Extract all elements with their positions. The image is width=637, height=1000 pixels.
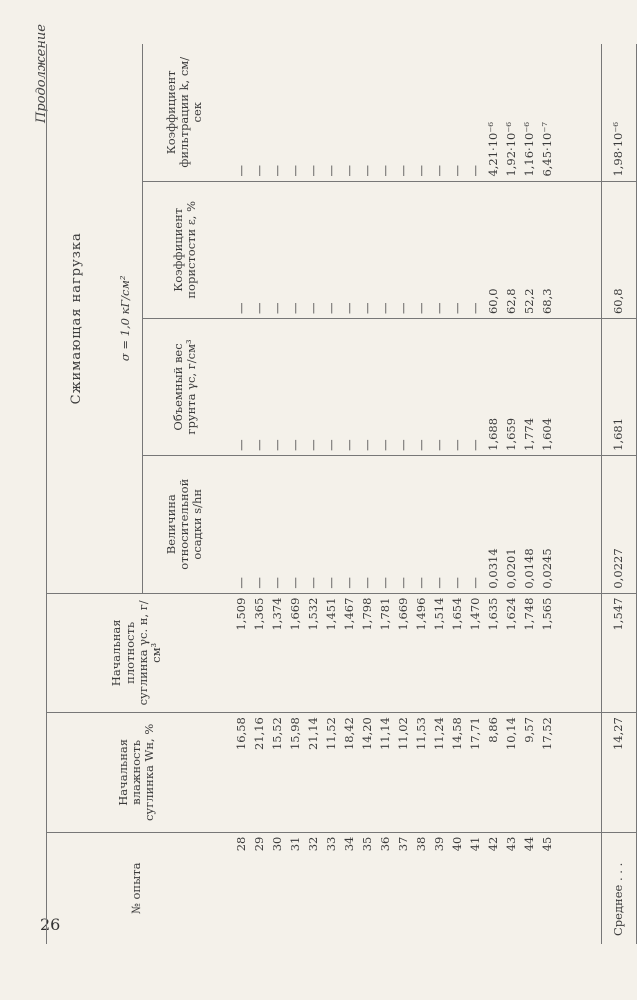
cell-unit-weight: — — [341, 319, 359, 456]
cell-unit-weight: — — [251, 319, 269, 456]
spacer-cell — [557, 593, 602, 713]
cell-settlement: — — [449, 455, 467, 593]
cell-filtration: 6,45·10⁻⁷ — [539, 121, 554, 177]
cell-porosity: — — [251, 181, 269, 318]
table-row — [503, 44, 521, 944]
cell-filtration: — — [359, 165, 374, 177]
cell-unit-weight: — — [323, 319, 341, 456]
cell-filtration: — — [305, 165, 320, 177]
cell-filtration: 1,16·10⁻⁶ — [521, 121, 536, 177]
cell-unit-weight: 1,604 — [539, 319, 557, 456]
cell-density: 1,509 — [227, 593, 251, 713]
table-row — [359, 44, 377, 944]
cell-test-number: 40 — [449, 832, 467, 944]
cell-moisture: 9,57 — [521, 713, 539, 833]
average-moisture: 14,27 — [601, 713, 636, 833]
cell-settlement: — — [323, 455, 341, 593]
table-row — [341, 44, 359, 944]
cell-moisture: 11,24 — [431, 713, 449, 833]
cell-moisture: 14,20 — [359, 713, 377, 833]
cell-porosity: — — [377, 181, 395, 318]
cell-porosity: 62,8 — [503, 181, 521, 318]
cell-unit-weight: 1,774 — [521, 319, 539, 456]
cell-settlement: — — [305, 455, 323, 593]
average-unit-weight: 1,681 — [601, 319, 636, 456]
spacer-cell — [557, 713, 602, 833]
cell-unit-weight: — — [359, 319, 377, 456]
cell-moisture: 10,14 — [503, 713, 521, 833]
cell-settlement: 0,0245 — [539, 455, 557, 593]
cell-filtration: — — [233, 165, 248, 177]
table-row — [431, 44, 449, 944]
cell-density: 1,669 — [287, 593, 305, 713]
cell-unit-weight: — — [431, 319, 449, 456]
cell-unit-weight: — — [395, 319, 413, 456]
cell-density: 1,374 — [269, 593, 287, 713]
cell-unit-weight: — — [377, 319, 395, 456]
cell-porosity: — — [431, 181, 449, 318]
cell-test-number: 39 — [431, 832, 449, 944]
cell-moisture: 11,53 — [413, 713, 431, 833]
table-row — [467, 44, 485, 944]
cell-test-number: 32 — [305, 832, 323, 944]
cell-filtration: — — [377, 165, 392, 177]
cell-test-number: 30 — [269, 832, 287, 944]
cell-test-number: 33 — [323, 832, 341, 944]
table-row — [227, 44, 251, 944]
cell-density: 1,514 — [431, 593, 449, 713]
cell-moisture: 11,14 — [377, 713, 395, 833]
cell-porosity: — — [227, 181, 251, 318]
cell-density: 1,635 — [485, 593, 503, 713]
cell-test-number: 29 — [251, 832, 269, 944]
cell-filtration: — — [431, 165, 446, 177]
average-row — [601, 44, 636, 944]
cell-unit-weight: 1,659 — [503, 319, 521, 456]
cell-density: 1,624 — [503, 593, 521, 713]
cell-settlement: 0,0148 — [521, 455, 539, 593]
cell-filtration: — — [323, 165, 338, 177]
table-row — [287, 44, 305, 944]
cell-filtration: 4,21·10⁻⁶ — [485, 121, 500, 177]
cell-porosity: — — [323, 181, 341, 318]
table-row — [521, 44, 539, 944]
header-moisture: Начальная влажность суглинка Wн, % — [47, 713, 227, 833]
table-row — [449, 44, 467, 944]
cell-filtration: — — [413, 165, 428, 177]
table-row — [413, 44, 431, 944]
cell-unit-weight: — — [467, 319, 485, 456]
cell-moisture: 21,14 — [305, 713, 323, 833]
cell-porosity: — — [341, 181, 359, 318]
cell-test-number: 42 — [485, 832, 503, 944]
cell-unit-weight: — — [269, 319, 287, 456]
cell-settlement: — — [269, 455, 287, 593]
header-test-number: № опыта — [47, 832, 227, 944]
cell-settlement: — — [341, 455, 359, 593]
cell-porosity: — — [305, 181, 323, 318]
average-label: Среднее . . . — [601, 832, 636, 944]
cell-porosity: — — [287, 181, 305, 318]
cell-settlement: — — [377, 455, 395, 593]
cell-moisture: 15,98 — [287, 713, 305, 833]
cell-density: 1,365 — [251, 593, 269, 713]
cell-settlement: — — [431, 455, 449, 593]
continuation-label: Продолжение — [34, 24, 49, 123]
page-number: 26 — [40, 915, 61, 934]
cell-moisture: 15,52 — [269, 713, 287, 833]
cell-test-number: 36 — [377, 832, 395, 944]
cell-density: 1,451 — [323, 593, 341, 713]
cell-moisture: 17,71 — [467, 713, 485, 833]
header-density: Начальная плотность суглинка γс. н, г/см³ — [47, 593, 227, 713]
cell-moisture: 18,42 — [341, 713, 359, 833]
header-porosity: Коэффициент пористости ε, % — [143, 181, 227, 318]
cell-porosity: — — [269, 181, 287, 318]
table-row — [395, 44, 413, 944]
header-unit-weight: Объемный вес грунта γс, г/см³ — [143, 319, 227, 456]
table-body — [227, 44, 637, 944]
cell-test-number: 43 — [503, 832, 521, 944]
cell-porosity: — — [359, 181, 377, 318]
table-row — [539, 44, 557, 944]
cell-moisture: 21,16 — [251, 713, 269, 833]
average-settlement: 0,0227 — [601, 455, 636, 593]
cell-test-number: 35 — [359, 832, 377, 944]
cell-density: 1,470 — [467, 593, 485, 713]
cell-porosity: — — [449, 181, 467, 318]
average-porosity: 60,8 — [601, 181, 636, 318]
cell-test-number: 34 — [341, 832, 359, 944]
header-settlement: Величина относительной осадки s/hн — [143, 455, 227, 593]
table-row — [485, 44, 503, 944]
cell-settlement: — — [413, 455, 431, 593]
cell-unit-weight: 1,688 — [485, 319, 503, 456]
cell-filtration: — — [251, 165, 266, 177]
cell-moisture: 11,02 — [395, 713, 413, 833]
cell-filtration: — — [449, 165, 464, 177]
cell-filtration: — — [395, 165, 410, 177]
cell-porosity: 68,3 — [539, 181, 557, 318]
cell-filtration: 1,92·10⁻⁶ — [503, 121, 518, 177]
spacer-cell — [557, 455, 602, 593]
spacer-cell — [557, 44, 602, 181]
cell-test-number: 45 — [539, 832, 557, 944]
cell-filtration: — — [269, 165, 284, 177]
header-load-group: Сжимающая нагрузка — [47, 44, 109, 593]
cell-test-number: 37 — [395, 832, 413, 944]
header-load-value: σ = 1,0 кГ/см² — [109, 44, 143, 593]
cell-density: 1,532 — [305, 593, 323, 713]
cell-unit-weight: — — [449, 319, 467, 456]
table-row — [251, 44, 269, 944]
cell-test-number: 44 — [521, 832, 539, 944]
cell-test-number: 31 — [287, 832, 305, 944]
data-table — [46, 44, 637, 944]
average-filtration: 1,98·10⁻⁶ — [601, 44, 636, 181]
cell-porosity: — — [413, 181, 431, 318]
cell-density: 1,669 — [395, 593, 413, 713]
spacer-cell — [557, 181, 602, 318]
cell-settlement: — — [227, 455, 251, 593]
spacer-cell — [557, 832, 602, 944]
cell-unit-weight: — — [305, 319, 323, 456]
cell-unit-weight: — — [413, 319, 431, 456]
table-row — [377, 44, 395, 944]
cell-density: 1,798 — [359, 593, 377, 713]
header-filtration: Коэффициент фильтрации k, см/сек — [163, 56, 205, 168]
cell-porosity: — — [395, 181, 413, 318]
cell-settlement: — — [395, 455, 413, 593]
cell-density: 1,467 — [341, 593, 359, 713]
cell-moisture: 11,52 — [323, 713, 341, 833]
cell-settlement: — — [467, 455, 485, 593]
cell-porosity: 60,0 — [485, 181, 503, 318]
cell-settlement: 0,0201 — [503, 455, 521, 593]
cell-settlement: — — [287, 455, 305, 593]
cell-settlement: — — [359, 455, 377, 593]
cell-settlement: 0,0314 — [485, 455, 503, 593]
cell-density: 1,496 — [413, 593, 431, 713]
cell-moisture: 16,58 — [227, 713, 251, 833]
cell-porosity: 52,2 — [521, 181, 539, 318]
table-row — [269, 44, 287, 944]
cell-test-number: 38 — [413, 832, 431, 944]
spacer-row — [557, 44, 602, 944]
cell-moisture: 14,58 — [449, 713, 467, 833]
cell-density: 1,654 — [449, 593, 467, 713]
cell-porosity: — — [467, 181, 485, 318]
cell-moisture: 8,86 — [485, 713, 503, 833]
cell-unit-weight: — — [227, 319, 251, 456]
spacer-cell — [557, 319, 602, 456]
table-row — [305, 44, 323, 944]
cell-test-number: 41 — [467, 832, 485, 944]
cell-density: 1,781 — [377, 593, 395, 713]
table-row — [323, 44, 341, 944]
cell-filtration: — — [467, 165, 482, 177]
cell-filtration: — — [287, 165, 302, 177]
cell-moisture: 17,52 — [539, 713, 557, 833]
cell-density: 1,748 — [521, 593, 539, 713]
cell-filtration: — — [341, 165, 356, 177]
cell-settlement: — — [251, 455, 269, 593]
cell-density: 1,565 — [539, 593, 557, 713]
cell-test-number: 28 — [227, 832, 251, 944]
average-density: 1,547 — [601, 593, 636, 713]
cell-unit-weight: — — [287, 319, 305, 456]
